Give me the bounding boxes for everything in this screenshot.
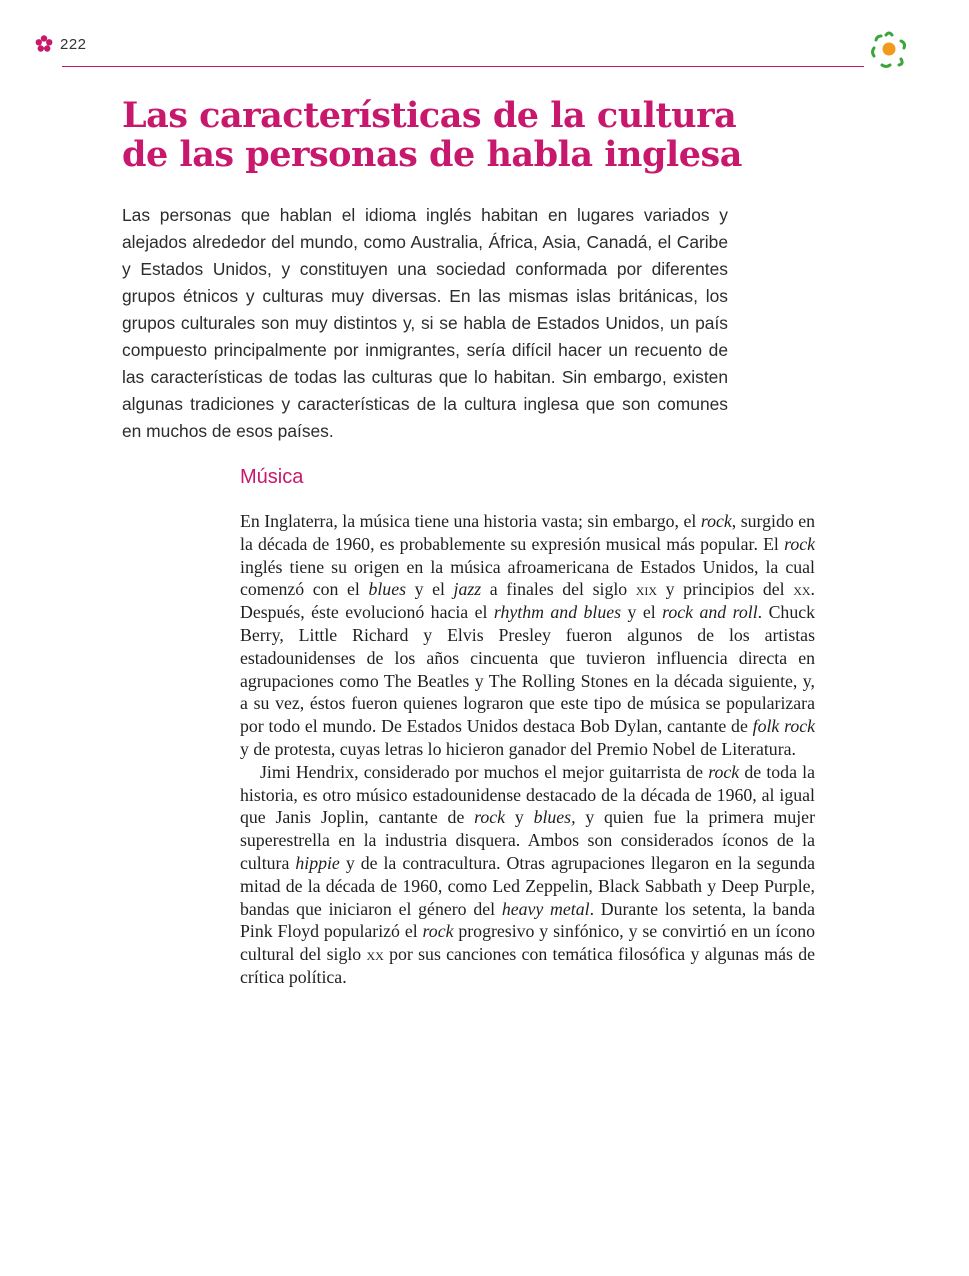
intro-paragraph: Las personas que hablan el idioma inglés habitan en lugares variados y alejados alrededor del mundo, como Australia, África, Asia, Canadá, el Caribe y Estados Unidos, y constituyen una sociedad conformada por diferentes grupos étnicos y culturas muy diversas. En las mismas islas británicas, los grupos culturales son muy distintos y, si se habla de Estados Unidos, un país compuesto principalmente por inmigrantes, sería difícil hacer un recuento de las características de todas las culturas que lo habitan. Sin embargo, existen algunas tradiciones y características de la cultura inglesa que son comunes en muchos de esos países.: [122, 205, 728, 441]
header-rule: [62, 66, 864, 67]
page-title: [122, 96, 762, 174]
page-number-group: [34, 34, 87, 54]
dotted-circle-logo-icon: [868, 30, 910, 70]
section-body: [240, 510, 815, 989]
paragraph-1: En Inglaterra, la música tiene una historia vasta; sin embargo, el rock, surgido en la década de 1960, es probablemente su expresión musical más popular. El rock inglés tiene su origen en la música afroamericana de Estados Unidos, la cual comenzó con el blues y el jazz a finales del siglo xix y principios del xx. Después, éste evolucionó hacia el rhythm and blues y el rock and roll. Chuck Berry, Little Richard y Elvis Presley fueron algunos de los artistas estadounidenses de los años cincuenta que tuvieron influencia directa en agrupaciones como The Beatles y The Rolling Stones en la década siguiente, y, a su vez, éstos fueron quienes lograron que este tipo de música se popularizara por todo el mundo. De Estados Unidos destaca Bob Dylan, cantante de folk rock y de protesta, cuyas letras lo hicieron ganador del Premio Nobel de Literatura.: [240, 511, 816, 759]
flower-icon: [34, 34, 54, 54]
paragraph-2: Jimi Hendrix, considerado por muchos el mejor guitarrista de rock de toda la historia, es otro músico estadounidense destacado de la década de 1960, al igual que Janis Joplin, cantante de rock y blues, y quien fue la primera mujer superestrella en la industria disquera. Ambos son considerados íconos de la cultura hippie y de la contracultura. Otras agrupaciones llegaron en la segunda mitad de la década de 1960, como Led Zeppelin, Black Sabbath y Deep Purple, bandas que iniciaron el género del heavy metal. Durante los setenta, la banda Pink Floyd popularizó el rock progresivo y sinfónico, y se convirtió en un ícono cultural del siglo xx por sus canciones con temática filosófica y algunas más de crítica política.: [240, 761, 816, 987]
title-line-2: de las personas de habla inglesa: [122, 134, 742, 175]
section-heading: Música: [240, 466, 304, 488]
title-line-1: Las características de la cultura: [122, 95, 737, 136]
page-number: 222: [60, 35, 87, 53]
